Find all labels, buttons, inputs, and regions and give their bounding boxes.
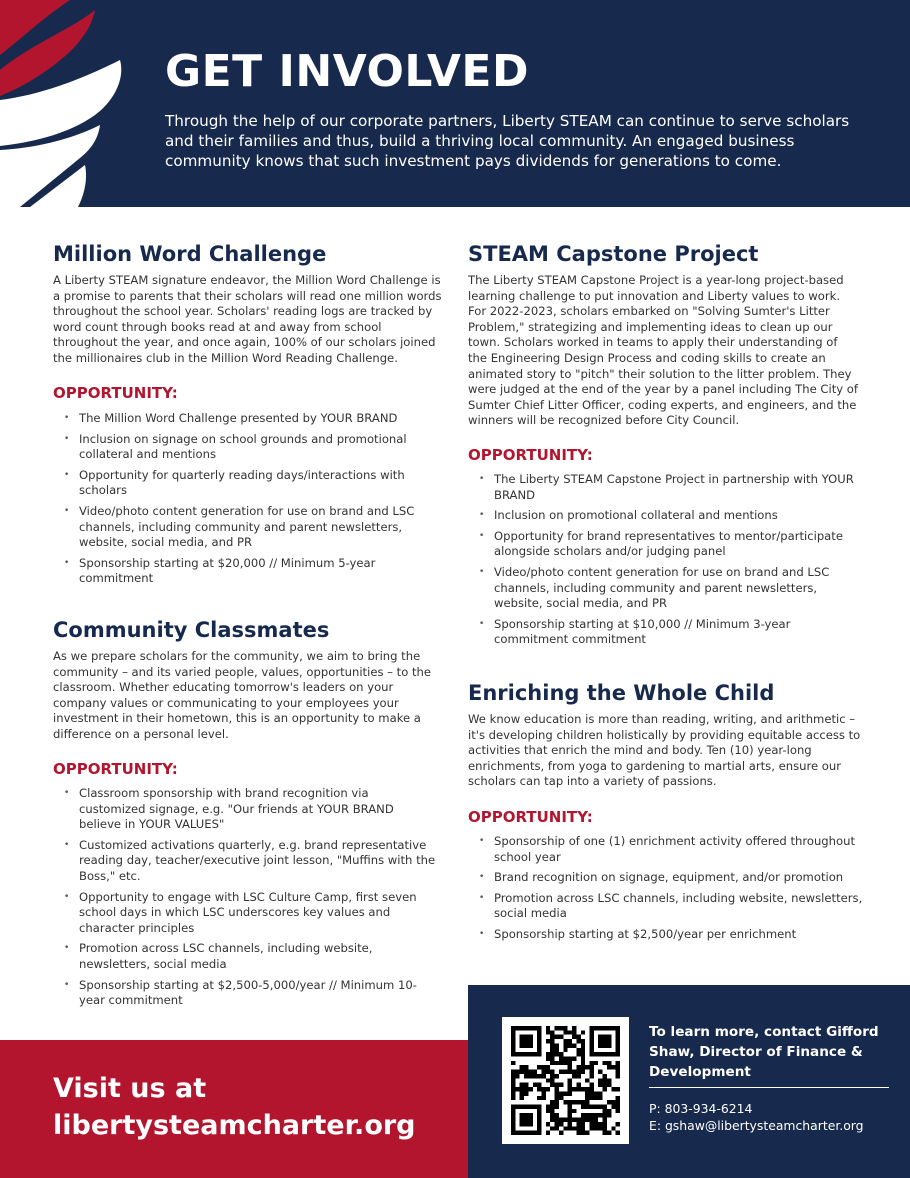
capstone-opportunity-list bbox=[468, 472, 863, 653]
capstone-title: STEAM Capstone Project bbox=[468, 242, 759, 266]
list-item: • Brand recognition on signage, equipment, and/or promotion bbox=[468, 870, 863, 886]
contact-heading: To learn more, contact Gifford Shaw, Director of Finance & Development bbox=[649, 1024, 879, 1080]
divider bbox=[649, 1087, 889, 1088]
million-word-title: Million Word Challenge bbox=[53, 242, 327, 266]
list-item: • Opportunity for quarterly reading days/interactions with scholars bbox=[53, 468, 428, 499]
contact-panel bbox=[468, 985, 910, 1178]
list-item: • The Liberty STEAM Capstone Project in partnership with YOUR BRAND bbox=[468, 472, 863, 503]
list-item: • Sponsorship of one (1) enrichment activity offered throughout school year bbox=[468, 834, 863, 865]
list-item: • Video/photo content generation for use on brand and LSC channels, including community and parent newsletters, website, social media, and PR bbox=[468, 565, 863, 612]
million-word-body: A Liberty STEAM signature endeavor, the Million Word Challenge is a promise to parents that their scholars will read one million words throughout the school year. Scholars' reading logs are tracked by word count through books read at and away from school throughout the year, and once again, 100% of our scholars joined the millionaires club in the Million Word Reading Challenge. bbox=[53, 273, 442, 365]
enriching-body: We know education is more than reading, writing, and arithmetic – it's developing children holistically by providing equitable access to activities that enrich the mind and body. Ten (10) year-long enrichments, from yoga to gardening to martial arts, ensure our scholars can tap into a variety of passions. bbox=[468, 712, 861, 789]
list-item: • Inclusion on signage on school grounds and promotional collateral and mentions bbox=[53, 432, 428, 463]
visit-banner bbox=[0, 1040, 468, 1178]
list-item: • The Million Word Challenge presented by YOUR BRAND bbox=[53, 411, 428, 427]
capstone-body: The Liberty STEAM Capstone Project is a year-long project-based learning challenge to put innovation and Liberty values to work. For 2022-2023, scholars embarked on "Solving Sumter's Litter Problem," strategizing and implementing ideas to clean up our town. Scholars worked in teams to apply their understanding of the Engineering Design Process and coding skills to create an animated story to "pitch" their solution to the litter problem. They were judged at the end of the year by a panel including The City of Sumter Chief Litter Officer, coding experts, and engineers, and the winners will be recognized before City Council. bbox=[468, 273, 858, 428]
enriching-opportunity-list bbox=[468, 834, 863, 948]
list-item: • Promotion across LSC channels, including website, newsletters, social media bbox=[53, 941, 438, 972]
list-item: • Opportunity for brand representatives to mentor/participate alongside scholars and/or judging panel bbox=[468, 529, 863, 560]
enriching-opportunity-heading: OPPORTUNITY: bbox=[468, 808, 593, 826]
community-opportunity-heading: OPPORTUNITY: bbox=[53, 760, 178, 778]
list-item: • Classroom sponsorship with brand recognition via customized signage, e.g. "Our friends at YOUR BRAND believe in YOUR VALUES" bbox=[53, 786, 438, 833]
community-opportunity-list bbox=[53, 786, 438, 1014]
list-item: • Inclusion on promotional collateral and mentions bbox=[468, 508, 863, 524]
website-link[interactable]: libertysteamcharter.org bbox=[53, 1110, 416, 1141]
visit-label: Visit us at bbox=[53, 1073, 207, 1104]
list-item: • Promotion across LSC channels, including website, newsletters, social media bbox=[468, 891, 863, 922]
contact-phone[interactable]: P: 803-934-6214 bbox=[649, 1101, 753, 1116]
community-body: As we prepare scholars for the community, we aim to bring the community – and its varied people, values, opportunities – to the classroom. Whether educating tomorrow's leaders on your company values or communicating to your employees your investment in their hometown, this is an opportunity to make a difference on a personal level. bbox=[53, 649, 432, 741]
list-item: • Sponsorship starting at $10,000 // Minimum 3-year commitment commitment bbox=[468, 617, 863, 648]
intro-text: Through the help of our corporate partners, Liberty STEAM can continue to serve scholars and their families and thus, build a thriving local community. An engaged business community knows that such investment pays dividends for generations to come. bbox=[165, 112, 850, 170]
header-banner bbox=[0, 0, 910, 207]
million-word-opportunity-heading: OPPORTUNITY: bbox=[53, 384, 178, 402]
list-item: • Opportunity to engage with LSC Culture Camp, first seven school days in which LSC underscores key values and character principles bbox=[53, 890, 438, 937]
page-title: GET INVOLVED bbox=[165, 46, 529, 97]
list-item: • Customized activations quarterly, e.g. brand representative reading day, teacher/executive joint lesson, "Muffins with the Boss," etc. bbox=[53, 838, 438, 885]
list-item: • Sponsorship starting at $2,500-5,000/year // Minimum 10-year commitment bbox=[53, 978, 438, 1009]
enriching-title: Enriching the Whole Child bbox=[468, 681, 775, 705]
list-item: • Video/photo content generation for use on brand and LSC channels, including community and parent newsletters, website, social media, and PR bbox=[53, 504, 428, 551]
list-item: • Sponsorship starting at $2,500/year per enrichment bbox=[468, 927, 863, 943]
million-word-opportunity-list bbox=[53, 411, 428, 592]
list-item: • Sponsorship starting at $20,000 // Minimum 5-year commitment bbox=[53, 556, 428, 587]
qr-code-icon bbox=[511, 1026, 620, 1135]
contact-email[interactable]: E: gshaw@libertysteamcharter.org bbox=[649, 1118, 864, 1133]
community-title: Community Classmates bbox=[53, 618, 330, 642]
torch-flame-icon bbox=[0, 0, 150, 207]
capstone-opportunity-heading: OPPORTUNITY: bbox=[468, 446, 593, 464]
qr-code[interactable] bbox=[502, 1017, 629, 1144]
